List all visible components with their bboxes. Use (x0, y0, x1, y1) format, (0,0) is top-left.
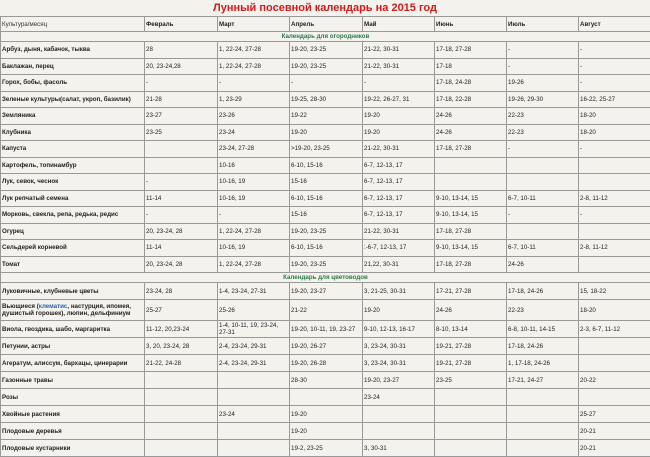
date-cell: 19-20 (290, 124, 363, 141)
date-cell: 20-22 (579, 372, 650, 389)
date-cell: 23-24 (218, 124, 290, 141)
date-cell: 21-22, 30-31 (363, 141, 435, 158)
date-cell: 17-18, 27-28 (435, 141, 507, 158)
crop-name: Зеленые культуры(салат, укроп, базилик) (1, 91, 145, 108)
header-crop-month: Культура/месяц (1, 17, 145, 32)
date-cell: - (579, 75, 650, 92)
date-cell: 15-16 (290, 207, 363, 224)
date-cell: 2-4, 23-24, 29-31 (218, 338, 290, 355)
date-cell (218, 372, 290, 389)
date-cell: 20-21 (579, 423, 650, 440)
crop-name-part: , настурция, ипомея, душистый горошек), люпин, дельфиниум (2, 303, 131, 317)
date-cell: - (145, 174, 218, 191)
crop-name: Земляника (1, 108, 145, 125)
date-cell: 24-26 (435, 124, 507, 141)
date-cell: 1, 17-18, 24-26 (507, 355, 579, 372)
date-cell: - (363, 75, 435, 92)
date-cell: 19-20 (363, 108, 435, 125)
date-cell: - (579, 58, 650, 75)
date-cell: 17-18, 27-28 (435, 223, 507, 240)
crop-name: Баклажан, перец (1, 58, 145, 75)
date-cell: 19-20 (290, 406, 363, 423)
date-cell: - (145, 207, 218, 224)
date-cell: 19-21, 27-28 (435, 355, 507, 372)
crop-name: Луковичные, клубневые цветы (1, 283, 145, 300)
date-cell: 17-18, 27-28 (435, 256, 507, 273)
header-february: Февраль (145, 17, 218, 32)
date-cell (507, 440, 579, 457)
section-title: Календарь для цветоводов (1, 273, 650, 283)
table-row (1, 372, 650, 389)
table-row (1, 300, 650, 321)
date-cell (579, 174, 650, 191)
date-cell: 9-10, 13-14, 15 (435, 207, 507, 224)
date-cell: 19-20, 23-27 (290, 283, 363, 300)
date-cell: 6-10, 15-16 (290, 157, 363, 174)
date-cell (145, 440, 218, 457)
date-cell (145, 406, 218, 423)
table-row (1, 75, 650, 92)
crop-name: Арбуз, дыня, кабачок, тыква (1, 42, 145, 59)
date-cell: 6-7, 12-13, 17 (363, 174, 435, 191)
date-cell: 18-20 (579, 108, 650, 125)
crop-name-part: Вьющиеся ( (2, 303, 39, 310)
date-cell: 20, 23-24, 28 (145, 256, 218, 273)
date-cell: 19-22 (290, 108, 363, 125)
date-cell: 3, 23-24, 30-31 (363, 355, 435, 372)
date-cell: 23-24 (218, 406, 290, 423)
date-cell: 11-12, 20,23-24 (145, 321, 218, 338)
crop-name: Агератум, алиссум, бархацы, цинерарии (1, 355, 145, 372)
date-cell (507, 406, 579, 423)
date-cell: 21-22, 30-31 (363, 58, 435, 75)
date-cell: 19-20, 23-25 (290, 256, 363, 273)
crop-name: Петунии, астры (1, 338, 145, 355)
date-cell: 19-20, 23-27 (363, 372, 435, 389)
date-cell (435, 157, 507, 174)
date-cell: 17-18, 24-26 (507, 283, 579, 300)
table-row (1, 190, 650, 207)
date-cell: 6-7, 12-13, 17 (363, 190, 435, 207)
crop-name: Лук репчатый семена (1, 190, 145, 207)
header-june: Июнь (435, 17, 507, 32)
table-row (1, 321, 650, 338)
date-cell (507, 423, 579, 440)
date-cell: 19-26, 29-30 (507, 91, 579, 108)
date-cell: 19-22, 26-27, 31 (363, 91, 435, 108)
crop-name: Розы (1, 389, 145, 406)
date-cell (363, 406, 435, 423)
date-cell (218, 440, 290, 457)
date-cell: 19-25, 28-30 (290, 91, 363, 108)
header-row (1, 17, 650, 32)
date-cell: - (290, 75, 363, 92)
date-cell: 11-14 (145, 240, 218, 257)
table-row (1, 338, 650, 355)
date-cell: - (507, 42, 579, 59)
date-cell (507, 157, 579, 174)
table-row (1, 440, 650, 457)
date-cell: 3, 23-24, 30-31 (363, 338, 435, 355)
date-cell: 1-4, 10-11, 19, 23-24, 27-31 (218, 321, 290, 338)
date-cell: 1, 22-24, 27-28 (218, 58, 290, 75)
date-cell: 1, 23-29 (218, 91, 290, 108)
date-cell: :-6-7, 12-13, 17 (363, 240, 435, 257)
date-cell: 10-16, 19 (218, 190, 290, 207)
date-cell: 3, 21-25, 30-31 (363, 283, 435, 300)
table-row (1, 124, 650, 141)
date-cell: 10-16, 19 (218, 174, 290, 191)
crop-name: Морковь, свекла, репа, редька, редис (1, 207, 145, 224)
date-cell: 19-2, 23-25 (290, 440, 363, 457)
date-cell: 23-24 (363, 389, 435, 406)
header-may: Май (363, 17, 435, 32)
crop-name: Лук, севок, чеснок (1, 174, 145, 191)
date-cell (145, 157, 218, 174)
date-cell: - (507, 141, 579, 158)
date-cell: 23-27 (145, 108, 218, 125)
date-cell (218, 423, 290, 440)
header-august: Август (579, 17, 650, 32)
crop-name: Сельдерей корневой (1, 240, 145, 257)
table-row (1, 157, 650, 174)
date-cell: 23-25 (435, 372, 507, 389)
crop-name: Горох, бобы, фасоль (1, 75, 145, 92)
date-cell: 25-26 (218, 300, 290, 321)
date-cell: 2-3, 6-7, 11-12 (579, 321, 650, 338)
crop-name-link[interactable]: клематис (39, 303, 68, 310)
header-april: Апрель (290, 17, 363, 32)
date-cell: 6-7, 10-11 (507, 190, 579, 207)
crop-name: Газонные травы (1, 372, 145, 389)
section-header-row (1, 32, 650, 42)
table-row (1, 355, 650, 372)
date-cell: - (218, 75, 290, 92)
date-cell (363, 423, 435, 440)
header-july: Июль (507, 17, 579, 32)
date-cell (145, 141, 218, 158)
date-cell: 25-27 (579, 406, 650, 423)
date-cell: 6-7, 10-11 (507, 240, 579, 257)
date-cell (507, 389, 579, 406)
date-cell (290, 389, 363, 406)
date-cell: 22-23 (507, 300, 579, 321)
date-cell: 9-10, 12-13, 16-17 (363, 321, 435, 338)
table-row (1, 389, 650, 406)
table-row (1, 141, 650, 158)
date-cell (579, 389, 650, 406)
date-cell: 15, 18-22 (579, 283, 650, 300)
date-cell: 3, 30-31 (363, 440, 435, 457)
date-cell: 9-10, 13-14, 15 (435, 240, 507, 257)
table-row (1, 42, 650, 59)
date-cell (435, 423, 507, 440)
crop-name: Плодовые кустарники (1, 440, 145, 457)
date-cell: 23-24, 27-28 (218, 141, 290, 158)
crop-name: Капуста (1, 141, 145, 158)
date-cell: 18-20 (579, 300, 650, 321)
date-cell: 21-22, 30-31 (363, 42, 435, 59)
page-title: Лунный посевной календарь на 2015 год (0, 1, 650, 15)
date-cell: 24-26 (435, 300, 507, 321)
table-row (1, 91, 650, 108)
date-cell: 19-20 (363, 300, 435, 321)
date-cell: 20, 23-24,28 (145, 58, 218, 75)
date-cell: 19-26 (507, 75, 579, 92)
date-cell: 1, 22-24, 27-28 (218, 223, 290, 240)
header-march: Март (218, 17, 290, 32)
date-cell: 28-30 (290, 372, 363, 389)
date-cell: 6-7, 12-13, 17 (363, 157, 435, 174)
crop-name: Картофель, топинамбур (1, 157, 145, 174)
date-cell: 10-16 (218, 157, 290, 174)
section-header-row (1, 273, 650, 283)
date-cell: 3, 20, 23-24, 28 (145, 338, 218, 355)
date-cell: 1-4, 23-24, 27-31 (218, 283, 290, 300)
date-cell: 21-28 (145, 91, 218, 108)
date-cell: 19-21, 27-28 (435, 338, 507, 355)
date-cell (218, 389, 290, 406)
date-cell: 2-4, 23-24, 29-31 (218, 355, 290, 372)
date-cell: 19-20, 23-25 (290, 223, 363, 240)
date-cell: 16-22, 25-27 (579, 91, 650, 108)
table-row (1, 423, 650, 440)
date-cell (435, 440, 507, 457)
date-cell: - (507, 207, 579, 224)
calendar-body (1, 32, 650, 457)
crop-name: Хвойные растения (1, 406, 145, 423)
date-cell: 19-20, 23-25 (290, 58, 363, 75)
date-cell: 2-8, 11-12 (579, 190, 650, 207)
date-cell: 24-26 (507, 256, 579, 273)
date-cell: 1, 22-24, 27-28 (218, 42, 290, 59)
date-cell: 23-25 (145, 124, 218, 141)
date-cell (435, 389, 507, 406)
date-cell (435, 174, 507, 191)
crop-name: Огурец (1, 223, 145, 240)
date-cell: 19-20, 23-25 (290, 42, 363, 59)
date-cell (145, 423, 218, 440)
date-cell: 17-18, 22-28 (435, 91, 507, 108)
table-row (1, 283, 650, 300)
date-cell: 9-10, 13-14, 15 (435, 190, 507, 207)
crop-name: Томат (1, 256, 145, 273)
date-cell: 17-21, 27-28 (435, 283, 507, 300)
date-cell (579, 355, 650, 372)
date-cell: 22-23 (507, 108, 579, 125)
date-cell: 25-27 (145, 300, 218, 321)
date-cell (145, 372, 218, 389)
date-cell: 2-8, 11-12 (579, 240, 650, 257)
date-cell: 19-20, 10-11, 19, 23-27 (290, 321, 363, 338)
table-row (1, 207, 650, 224)
date-cell (579, 223, 650, 240)
date-cell: 6-7, 12-13, 17 (363, 207, 435, 224)
date-cell: 17-18, 27-28 (435, 42, 507, 59)
table-row (1, 174, 650, 191)
date-cell: 17-21, 24-27 (507, 372, 579, 389)
date-cell: - (579, 207, 650, 224)
date-cell: 11-14 (145, 190, 218, 207)
table-row (1, 406, 650, 423)
date-cell: - (507, 58, 579, 75)
date-cell: 10-16, 19 (218, 240, 290, 257)
date-cell (145, 389, 218, 406)
crop-name (1, 300, 145, 321)
date-cell: 23-24, 28 (145, 283, 218, 300)
date-cell: 24-26 (435, 108, 507, 125)
date-cell: 20, 23-24, 28 (145, 223, 218, 240)
date-cell (435, 406, 507, 423)
date-cell: 21-22 (290, 300, 363, 321)
crop-name: Виола, гвоздика, шабо, маргаритка (1, 321, 145, 338)
date-cell: 19-20 (290, 423, 363, 440)
date-cell: 19-20 (363, 124, 435, 141)
lunar-calendar-table (0, 16, 650, 457)
date-cell: - (579, 141, 650, 158)
date-cell: 23-26 (218, 108, 290, 125)
date-cell: 1, 22-24, 27-28 (218, 256, 290, 273)
date-cell: 17-18, 24-28 (435, 75, 507, 92)
date-cell: 28 (145, 42, 218, 59)
date-cell: 6-8, 10-11, 14-15 (507, 321, 579, 338)
date-cell: 20-21 (579, 440, 650, 457)
date-cell (507, 174, 579, 191)
date-cell (507, 223, 579, 240)
table-row (1, 108, 650, 125)
table-row (1, 240, 650, 257)
date-cell (579, 256, 650, 273)
date-cell: 17-18 (435, 58, 507, 75)
date-cell: - (218, 207, 290, 224)
date-cell (579, 338, 650, 355)
date-cell: 21,22, 30-31 (363, 256, 435, 273)
table-row (1, 223, 650, 240)
date-cell: 6-10, 15-16 (290, 190, 363, 207)
date-cell: 19-20, 26-27 (290, 338, 363, 355)
date-cell: 17-18, 24-26 (507, 338, 579, 355)
date-cell: 19-20, 26-28 (290, 355, 363, 372)
date-cell: 15-16 (290, 174, 363, 191)
table-row (1, 256, 650, 273)
date-cell: 21-22, 30-31 (363, 223, 435, 240)
date-cell: 18-20 (579, 124, 650, 141)
date-cell (579, 157, 650, 174)
date-cell: 22-23 (507, 124, 579, 141)
table-row (1, 58, 650, 75)
section-title: Календарь для огородников (1, 32, 650, 42)
date-cell: 8-10, 13-14 (435, 321, 507, 338)
date-cell: - (579, 42, 650, 59)
date-cell: - (145, 75, 218, 92)
date-cell: 21-22, 24-28 (145, 355, 218, 372)
crop-name: Клубника (1, 124, 145, 141)
date-cell: 6-10, 15-16 (290, 240, 363, 257)
crop-name: Плодовые деревья (1, 423, 145, 440)
date-cell: >19-20, 23-25 (290, 141, 363, 158)
